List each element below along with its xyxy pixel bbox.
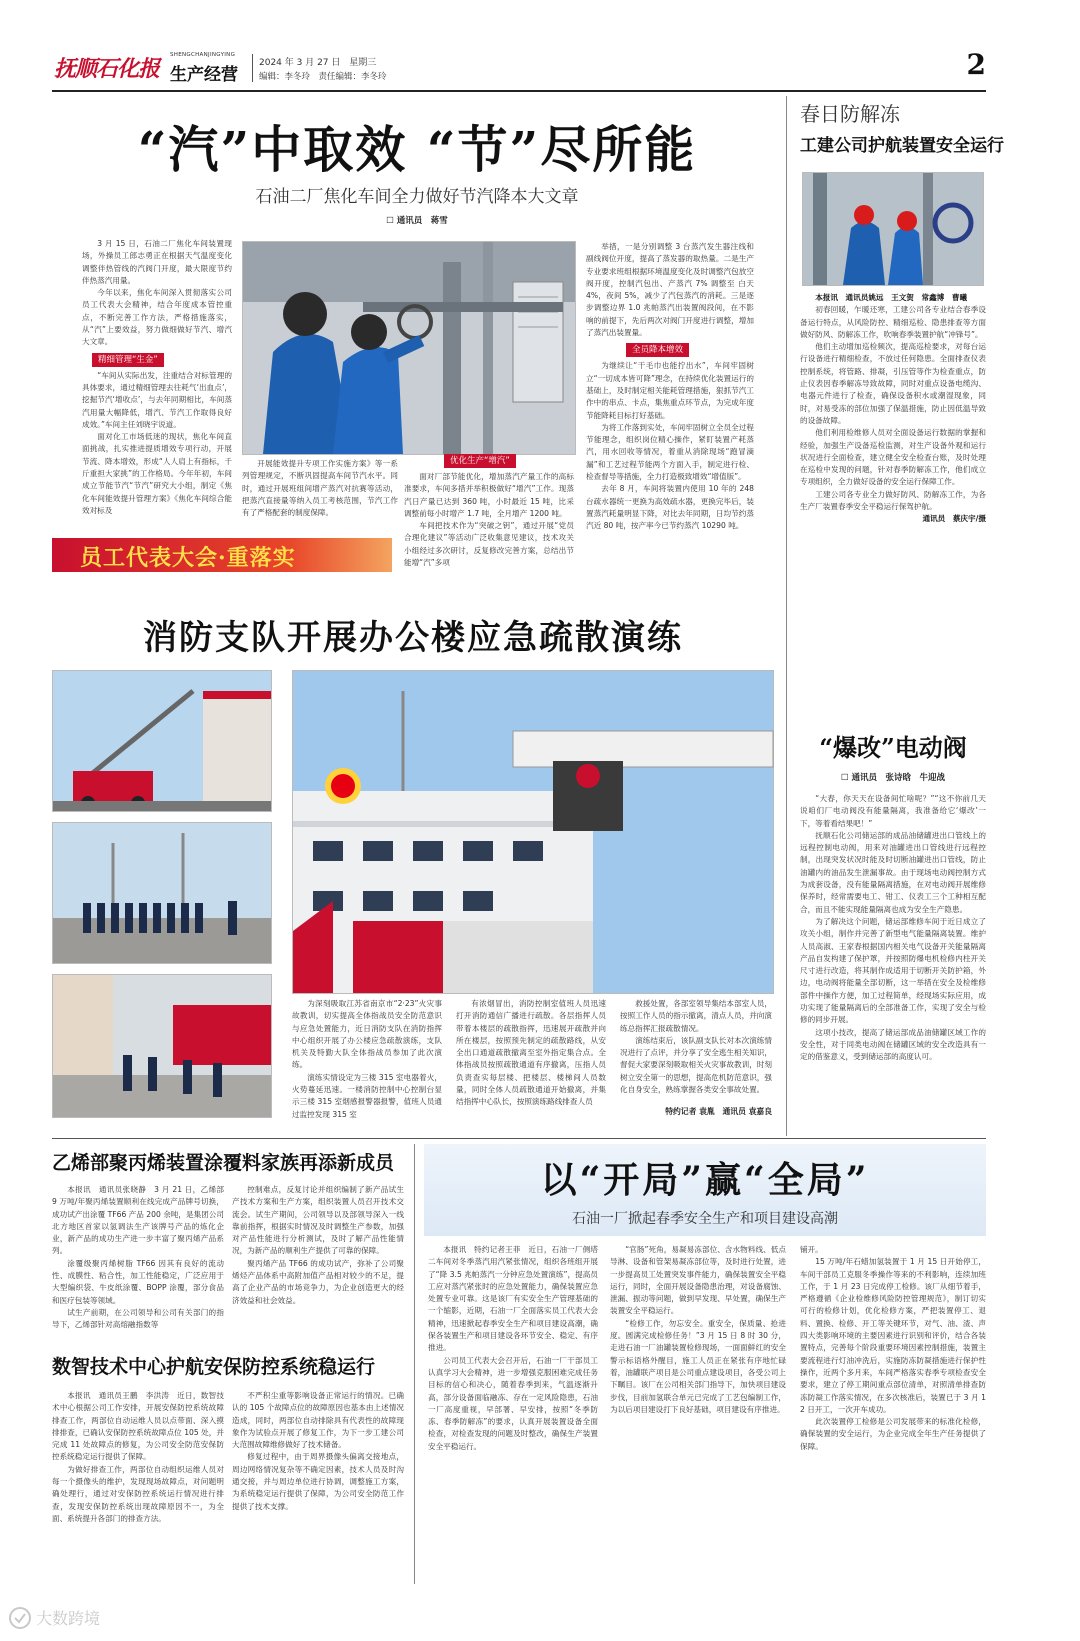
spring-photo-inspection bbox=[802, 172, 984, 286]
banner-text: 员工代表大会·重落实 bbox=[80, 545, 296, 571]
spring-kicker: 春日防解冻 bbox=[800, 102, 900, 126]
lead-subhead-2: 优化生产“增汽” bbox=[444, 454, 516, 468]
spring-p2: 他们主动增加巡检频次，提高巡检要求，对每台运行设备进行精细检查，不放过任何隐患。全面排查仪表控制系统，将管路、排凝，引压管等作为检查重点，防止仪表因春季解冻导致故障，同时对重点设备电缆沟、电器元件进行了检查，确保设备积水或潮湿现象，同时，对易受冻的部位加强了保温措施，防止因低温导致的设备故障。 bbox=[800, 342, 986, 425]
fire-col1-p2: 演练实情设定为三楼 315 室电器着火，火势蔓延迅速。一楼消防控制中心控制台显示三楼 315 室烟感报警器报警，值班人员通过监控发现 315 室 bbox=[292, 1072, 442, 1119]
spring-p3: 他们利用检维修人员对全面设备运行数据的掌握和经验，加强生产设备巡检监测，对生产设备外观和运行状况进行全面检查，建立健全安全检查台账，及时处理在巡检中发现的问题，针对春季防解冻工作，他们成立专项组织，全力做好设备的安全运行保障工作。 bbox=[800, 428, 986, 487]
date-text: 2024 年 3 月 27 日 bbox=[259, 58, 341, 68]
fire-photo-main bbox=[292, 670, 774, 994]
fire-photo-evacuation bbox=[52, 974, 272, 1118]
ladder-truck-illustration bbox=[53, 671, 271, 811]
kaiju-p5: 铺开。 bbox=[800, 1245, 823, 1254]
personnel-lineup-illustration bbox=[53, 823, 271, 963]
kaiju-p4: “检修工作，勿忘安全。重安全，保质量、抢进度。圆满完成检修任务！”3 月 15 日 8 时 30 分，走进石油一厂油罐装置检修现场，一面面鲜红的安全警示标语格外醒目，施工人员正在紧张有序地忙碌着，油罐联产项目是公司重点建设项目，各受公司上下瞩目。该厂在公司相关部门指导下，加快项目建设步伐，目前加氢联合单元已完成了工艺包编制工作，为以后项目建设打下良好基础，项目建设有序推进。 bbox=[610, 1318, 786, 1414]
lead-subhead-3: 全员降本增效 bbox=[626, 343, 689, 357]
building-rescue-illustration bbox=[293, 671, 773, 993]
kaiju-p3: “官肠”死角，易凝易冻部位、含水物料线、低点导淋、设备和管架易凝冻部位等，及时进行处置，进一步提高员工处置突发事件能力，确保装置安全平稳运行，同时，全面开展设备隐患治理，对设备腐蚀、泄漏、振动等问题，做到早发现、早处置，确保生产装置安全平稳运行。 bbox=[610, 1245, 786, 1316]
digital-col2 bbox=[232, 1390, 404, 1580]
digital-headline: 数智技术中心护航安保防控系统稳运行 bbox=[52, 1356, 376, 1378]
masthead-rule bbox=[52, 90, 986, 92]
polypropylene-p3: 试生产前期，在公司领导和公司有关部门的指导下，乙烯部针对高熔融指数等 bbox=[52, 1307, 224, 1330]
lead-col3b bbox=[404, 454, 574, 568]
kaiju-subheadline: 石油一厂掀起春季安全生产和项目建设高潮 bbox=[572, 1211, 838, 1227]
lead-subhead-1: 精细管理“生金” bbox=[92, 353, 164, 367]
lead-col1-p1: 3 月 15 日，石油二厂焦化车间装置现场，外操员工郎志勇正在根据天气温度变化调整伴热管线的汽阀门开度，最大限度节约伴热蒸汽用量。 bbox=[82, 239, 232, 285]
watermark-logo-icon bbox=[8, 1606, 32, 1630]
digital-p4: 修复过程中，由于周界摄像头偏离交接地点，周边网络情况复杂等不确定因素，技术人员及时沟通交接，并与周边单位进行协调，调整施工方案，为系统稳定运行提供了保障，为公司安全防范工作提供了技术支撑。 bbox=[232, 1452, 404, 1511]
polypropylene-col2 bbox=[232, 1184, 404, 1332]
polypropylene-col1 bbox=[52, 1184, 224, 1332]
workers-at-valve-illustration bbox=[243, 242, 575, 454]
fire-col2 bbox=[456, 998, 606, 1118]
watermark-text: 大数跨境 bbox=[36, 1609, 101, 1628]
polypropylene-p1: 本报讯 通讯员张晓静 3 月 21 日，乙烯部 9 万吨/年聚丙烯装置顺利在线完成产品牌号切换，成功试产出涂覆 TF66 产品 200 余吨，是集团公司北方地区首家以氢调法生产该牌号产品的炼化企业，新产品的成功生产进一步丰富了聚丙烯产品系列。 bbox=[52, 1185, 224, 1256]
digital-p1: 本报讯 通讯员王鹏 李洪涛 近日，数智技术中心根据公司工作安排，开展安保防控系统故障排查工作，两部位自动运维人员以点带面、深入摸排排查，已确认安保防控系统故障点位 105 处，并完成 11 处故障点的修复，为公司安全防范安保防控系统稳定运行提供了保障。 bbox=[52, 1391, 224, 1462]
lead-col4-p3: 为将工作落到实处，车间牢固树立全员全过程节能理念，组织岗位精心操作，紧盯装置产耗蒸汽，用水回收等情况，着重从消除现场“跑冒滴漏”和工艺过程节能两个方面入手，制定进行检、检查督导等措施，全力打造极致增效“增值版”。 bbox=[586, 422, 754, 482]
spring-article bbox=[800, 96, 1004, 716]
spring-body bbox=[800, 292, 986, 712]
lead-photo-workers bbox=[242, 241, 576, 455]
fire-byline: 特约记者 袁胤 通讯员 袁嘉良 bbox=[665, 1107, 772, 1116]
lead-col1-p4: 面对化工市场低迷的现状，焦化车间直面挑战，扎实推进提质增效专项行动，开展节流、降本增效，形成“人人肩上有指标，千斤重担大家挑”的工作格局。今年年初，车间成立节能节汽“节汽”研究大小组，制定《焦化车间能效提升管理方案》《焦化车间综合能效对标及 bbox=[82, 432, 232, 515]
lead-subheadline: 石油二厂焦化车间全力做好节汽降本大文章 bbox=[255, 187, 579, 207]
polypropylene-headline: 乙烯部聚丙烯装置涂覆料家族再添新成员 bbox=[52, 1152, 395, 1174]
spring-headline: 工建公司护航装置安全运行 bbox=[800, 136, 1004, 156]
kaiju-p2: 公司员工代表大会召开后，石油一厂干部员工认真学习大会精神，进一步增强克服困难完成任务目标的信心和决心，随着春季到来，气温逐渐升高，部分设备面临融冻、存在一定风险隐患，石油一厂高度重视，早部署、早安排，按照“冬季防冻、春季防解冻”的要求，认真开展装置设备全面检查，对检查发现的问题及时整改，确保生产装置安全平稳运行。 bbox=[428, 1355, 598, 1451]
weekday-text: 星期三 bbox=[349, 58, 377, 68]
lead-col4-p4: 去年 8 月，车间将装置内使用 10 年的 248 台疏水器统一更换为高效疏水器，更换完毕后，装置蒸汽耗量明显下降，对比去年同期，日均节约蒸汽近 80 吨，按产率今已节约蒸汽 10290 吨。 bbox=[586, 484, 754, 531]
page-number: 2 bbox=[966, 48, 986, 81]
divider-vertical bbox=[252, 54, 253, 82]
lead-byline: ☐ 通讯员 蒋雪 bbox=[386, 216, 448, 226]
kaiju-col2 bbox=[610, 1244, 786, 1579]
masthead bbox=[52, 44, 986, 90]
valve-headline: “爆改”电动阀 bbox=[819, 733, 967, 762]
lead-col1 bbox=[82, 238, 232, 538]
kaiju-p1: 本报讯 特约记者王菲 近日，石油一厂侧塔二车间对冬季蒸汽用汽紧张情况，组织各班组开展了“降 3.5 兆帕蒸汽一分钟应急处置演练”，提高员工应对蒸汽紧张时的应急处置能力，确保装置应急处置专业可靠。这是该厂有实安全生产管理基础的一个缩影，近期，石油一厂全面落实员工代表大会精神，迅速掀起春季安全生产和项目建设高潮，确保各装置生产和项目建设各环节安全、稳定、有序推进。 bbox=[428, 1245, 598, 1353]
lead-col1-p3: “车间从实际出发，注重结合对标管理的具体要求，通过精细管理去往耗气‘出血点’，挖掘节汽‘增收点’，与去年同期相比，车间蒸汽用量大幅降低，增汽、节汽工作取得良好成效。”车间主任刘晓宇说道。 bbox=[82, 370, 232, 429]
spring-byline: 本报讯 通讯员姚远 王文贺 常鑫博 曹曦 bbox=[815, 293, 968, 302]
valve-p1: “大春，你天天在设备间忙啥呢？”“这不你前几天说咱们厂电动阀没有能量隔离，我准备给它‘爆改’一下，等着看结果吧！” bbox=[800, 794, 986, 828]
polypropylene-p2: 涂覆级聚丙烯树脂 TF66 因其有良好的流动性、成膜性、粘合性，加工性能稳定，广泛应用于大型编织袋、牛皮纸涂覆、BOPP 涂覆，部分食品和医疗包装等领域。 bbox=[52, 1258, 224, 1305]
valve-article bbox=[800, 728, 986, 1136]
right-col-divider bbox=[786, 96, 787, 1136]
spring-p4: 工建公司各专业全力做好防风、防解冻工作，为各生产厂装置春季安全平稳运行保驾护航。 bbox=[800, 489, 986, 512]
bottom-col-divider bbox=[414, 1144, 415, 1584]
kaiju-p6: 15 万吨/年石蜡加氢装置于 1 月 15 日开始停工，车间干部员工克服冬季操作等来的不利影响，连续加班工作，于 1 月 23 日完成停工检修。该厂从细节着手，严格遵循《企业检维修风险防控管理规范》，制订切实可行的检修计划，优化检修方案，严把装置停工、退料、置换、检修、开工等关键环节，对气、油、渣、声四大类影响环境的主要因素进行识别和评价，结合各装置特点，完善每个阶段重要环境因素控制措施，装置主要流程进行灯油冲洗后，实施防冻防凝措施进行保护性操作，近两个多月来，车间严格落实春季专项检查安全要求，建立了停工期间重点部位清单，对照清单排查防冻防凝工作落实情况，在多次核准后，装置已于 3 月 12 日开工，一次开车成功。 bbox=[800, 1257, 986, 1414]
valve-inspection-illustration bbox=[803, 173, 983, 285]
valve-p3: 为了解决这个问题，储运部维修车间于近日成立了攻关小组，制作并完善了新型电气能量隔离装置。维护人员高淑、王家春根据国内相关电气设备开关能量隔离产品自发构建了保护罩，并按照防爆电机检修内柱开关尺寸进行改造，将其制作成适用于切断开关防护箱，外边，电动阀将能量全部切断，这一举措在安全及检维修部件中操作方便，加工过程简单，经现场实际应用，成功实现了能量隔离后的全部准备工作，实现了安全与检修的同步开展。 bbox=[800, 916, 986, 1025]
fire-col1-p1: 为深刻吸取江苏省南京市“2·23”火灾事故教训，切实提高全体指战员安全防范意识与应急处置能力，近日消防支队在消防指挥中心组织开展了办公楼应急疏散演练，支队机关及特勤大队全体指战员参加了此次演练。 bbox=[292, 999, 442, 1070]
valve-byline: ☐ 通讯员 张诗晗 牛迎战 bbox=[840, 773, 946, 783]
polypropylene-p4: 控制难点，反复讨论并组织编制了新产品试生产技术方案和生产方案，组织装置人员召开技术交流会。试生产期间，公司领导以及部领导深入一线靠前指挥，根据实时情况及时调整生产参数，加强对产品性能进行分析测试，及时了解产品性能情况，为新产品的顺利生产提供了可靠的保障。 bbox=[232, 1185, 404, 1256]
evacuation-illustration bbox=[53, 975, 271, 1117]
fire-photo-lineup bbox=[52, 822, 272, 964]
section-title: 生产经营 bbox=[170, 65, 238, 85]
digital-p2: 为做好排查工作，两部位自动组织运维人员对每一个摄像头的维护，发现现场故障点，对问题明确处理行，通过对安保防控系统运行情况进行排查，发现安保防控系统出现故障原因不一，为全面、系统提升各部门的排查方法。 bbox=[52, 1464, 224, 1523]
valve-p4: 这项小技改，提高了储运部成品油储罐区域工作的安全性，对于同类电动阀在储罐区域的安全改造具有一定的借鉴意义，受到储运部的高度认可。 bbox=[800, 1027, 986, 1062]
kaiju-col1 bbox=[428, 1244, 598, 1579]
section-rule bbox=[52, 1138, 986, 1139]
section-pinyin: SHENGCHANJINGYING bbox=[170, 52, 236, 58]
lead-col4-p2: 为继续让“干毛巾也能拧出水”，车间牢固树立“一切成本皆可降”理念，在持续优化装置运行的基础上，及时制定相关能耗管理措施，狠抓节汽工作中的串点、卡点，集焦重点环节点，为完成年度节能降耗目标打好基础。 bbox=[586, 361, 754, 420]
valve-body bbox=[800, 793, 986, 1143]
lead-col4 bbox=[586, 241, 754, 536]
valve-p2: 抚顺石化公司储运部的成品油储罐进出口管线上的远程控制电动阀，用来对油罐进出口管线进行远程控制，出现突发状况时能及时切断油罐进出口管线，防止油罐内的油品发生泄漏事故。由于现场电动阀控制方式为成套设备，没有能量隔离措施，在对电动阀开展维修保养时，经常需要电工、钳工、仪表工三个工种相互配合，而且不能实现能量隔离也成为安全生产隐患。 bbox=[800, 830, 986, 914]
lead-col4-p1: 举措，一是分别调整 3 台蒸汽发生器注线和副线阀位开度，提高了蒸发器的取热量。二是生产专业要求班组根据环境温度变化及时调整汽包放空阀开度，控制汽包出、产蒸汽 7% 调整至 白天 4%，夜间 5%，减少了汽包蒸汽的消耗。三是逐步调整边界 1.0 兆帕蒸汽出装置阀段间，在不影响的前提下，先后两次对阀门开度进行调整，增加了蒸汽出装置量。 bbox=[586, 242, 754, 338]
newspaper-logo: 抚顺石化报 bbox=[54, 56, 160, 82]
lead-col2b-p1: 开展能效提升专项工作实施方案》等一系列管理规定，不断巩固提高车间节汽水平。同时，通过开展班组间增产蒸汽对抗赛等活动，把蒸汽直接量等纳入员工考核范围，节汽工作有了严格配套的制度保障。 bbox=[242, 459, 398, 518]
congress-banner bbox=[52, 538, 392, 572]
lead-headline: “汽”中取效 “节”尽所能 bbox=[137, 120, 697, 179]
fire-col3-p1: 救援处置，各部室领导集结本部室人员，按照工作人员的指示撤离，清点人员，并向演练总指挥汇报疏散情况。 bbox=[620, 999, 772, 1033]
fire-col1 bbox=[292, 998, 442, 1118]
kaiju-headline: 以“开局”赢“全局” bbox=[540, 1159, 870, 1201]
spring-photo-credit: 通讯员 蔡庆宇/摄 bbox=[922, 514, 986, 524]
kaiju-p7: 此次装置停工检修是公司发展带来的标准化检修，确保装置的安全运行，为企业完成全年生产任务提供了保障。 bbox=[800, 1417, 986, 1451]
lead-col3b-p2: 车间把技术作为“突破之钥”，通过开展“党员合理化建议”等活动广泛收集意见建议，技术攻关小组经过多次研讨，反复修改完善方案，总结出节能增“汽”多项 bbox=[404, 521, 574, 568]
fire-photo-ladder-truck bbox=[52, 670, 272, 812]
fire-headline: 消防支队开展办公楼应急疏散演练 bbox=[143, 618, 683, 658]
fire-col3-p2: 演练结束后，该队副支队长对本次演练情况进行了点评，并分享了安全逃生相关知识，督促大家要深刻吸取相关火灾事故教训，时刻树立安全第一的思想，提高危机防范意识，强化自身安全，熟练掌握各类安全事故处置。 bbox=[620, 1035, 772, 1095]
fire-col3 bbox=[620, 998, 772, 1106]
spring-p1: 初春回暖，乍暖还寒，工建公司各专业结合春季设备运行特点，从风险防控、精细巡检、隐患排查等方面做好防风、防解冻工作，吹响春季装置护航“冲锋号”。 bbox=[800, 305, 986, 339]
polypropylene-p5: 聚丙烯产品 TF66 的成功试产，弥补了公司聚烯烃产品体系中高附加值产品相对较少的不足，提高了企业产品的市场竞争力，为企业创造更大的经济效益和社会效益。 bbox=[232, 1258, 404, 1305]
issue-date bbox=[259, 55, 376, 68]
fire-col2-p1: 有浓烟冒出，消防控制室值班人员迅速打开消防通信广播进行疏散。各层指挥人员带着本楼层的疏散指挥，迅速展开疏散并向所在楼层，按照预先制定的疏散路线，从安全出口通道疏散撤离至室外指定集合点。全体指战员按照疏散通道有序撤离，压指人员负责查实每层楼、把楼层、楼梯间人员数量，同时全体人员疏散通道开始撤离，并集结指挥中心队长，按照演练路线排查人员 bbox=[456, 999, 606, 1107]
kaiju-col3 bbox=[800, 1244, 986, 1579]
digital-p3: 不严积尘重等影响设备正常运行的情况。已确认的 105 个故障点位的故障原因也基本由上述情况造成，同时，两部位自动排除具有代表性的故障现象作为试验点开展了修复工作，为下一步工建公司大范围故障维修做好了技术储备。 bbox=[232, 1391, 404, 1450]
lead-col1-p2: 今年以来，焦化车间深入贯彻落实公司员工代表大会精神，结合年度成本管控重点，不断完善工作方法，严格措施落实，从“汽”上要效益，努力做细做好节汽、增汽大文章。 bbox=[82, 288, 232, 347]
lead-col3b-p1: 面对厂部节能优化，增加蒸汽产量工作的高标准要求，车间多措并举积极做好“增汽”工作。现蒸汽日产量已达到 360 吨，小时最近 15 吨，比采调整前每小时增产 1.7 吨，全月增产 1200 吨。 bbox=[404, 472, 574, 518]
lead-col2b bbox=[242, 458, 398, 534]
digital-col1 bbox=[52, 1390, 224, 1580]
editors-line: 编辑：李冬玲 责任编辑：李冬玲 bbox=[259, 72, 387, 82]
